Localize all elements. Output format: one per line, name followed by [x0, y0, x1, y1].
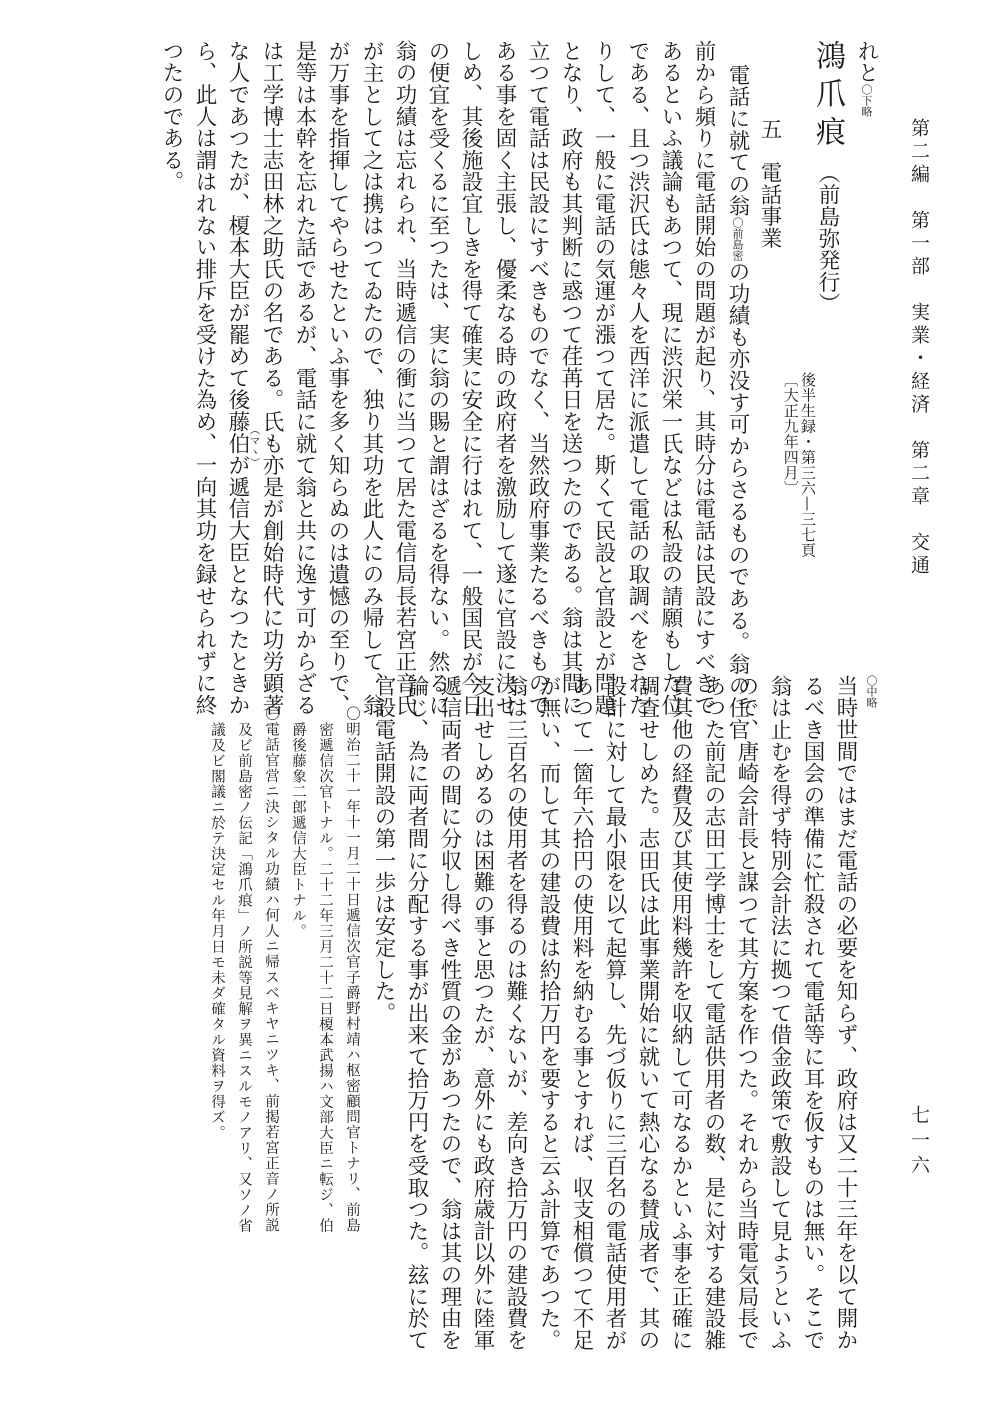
body-line: 立つて電話は民設にすべきものでなく、当然政府事業たるべきもので: [525, 40, 550, 716]
body-line: あつた前記の志田工学博士をして電話供用者の数、是に対する建設雑: [701, 675, 726, 1351]
body-line: が万事を指揮してやらせたといふ事を多く知らぬのは遺憾の至りで、: [325, 40, 350, 716]
body-line: しめ、其後施設宜しきを得て確実に安全に行はれて、一般国民が今日: [458, 40, 483, 716]
omission-marker: 〇中略: [865, 675, 878, 708]
body-line: [727, 40, 749, 740]
body-line: 支出せしめるのは困難の事と思つたが、意外にも政府歳計以外に陸軍: [470, 675, 495, 1351]
page-number: 七一六: [908, 1105, 930, 1180]
section-heading: 五 電話事業: [757, 118, 782, 249]
body-line: となり、政府も其判断に惑つて荏苒日を送つたのである。翁は其間に: [558, 40, 583, 716]
omission-marker: 〇前: [731, 216, 744, 239]
body-line: ある事を固く主張し、優柔なる時の政府者を激励して遂に官設に決せ: [492, 40, 517, 716]
section-title: [810, 40, 845, 315]
body-line: あつて一箇年六拾円の使用料を納むる事とすれば、収支相償つて不足: [569, 675, 594, 1351]
body-line: つたのである。: [159, 40, 184, 193]
source-line: 後半生録・第三六—三七頁: [799, 372, 817, 558]
note-line: 及ビ前島密ノ伝記「鴻爪痕」ノ所説等見解ヲ異ニスルモノアリ、又ソノ省: [236, 722, 252, 1234]
body-line: 費其他の経費及び其使用料幾許を収納して可なるかといふ事を正確に: [668, 675, 693, 1351]
body-line: な人であつたが、榎本大臣が罷めて後藤伯が遞信大臣となつたときか: [225, 40, 250, 716]
body-line-start: 電話に就ての翁: [725, 64, 750, 217]
editorial-note: （マヽ）: [248, 424, 261, 468]
body-line: 是等は本幹を忘れた話であるが、電話に就て翁と共に逸す可からざる: [292, 40, 317, 716]
note-line: 〇明治二十一年十一月二十日遞信次官子爵野村靖ハ枢密顧問官トナリ、前島: [344, 706, 360, 1233]
body-line: 翁は三百名の使用者を得るのは難くないが、差向き拾万円の建設費を: [503, 675, 528, 1351]
note-line: 議及ビ閣議ニ於テ決定セル年月日モ未ダ確タル資料ヲ得ズ。: [209, 722, 225, 1141]
body-line-rest: の功績も亦没す可からさるものである。翁の任官: [725, 260, 750, 741]
body-line: りして、一般に電話の気運が漲つて居た。斯くて民設と官設とが問題: [591, 40, 616, 716]
body-line: 翁は止むを得ず特別会計法に拠つて借金政策で敷設して見ようといふ: [767, 675, 792, 1351]
omission-marker: 〇下略: [860, 83, 873, 117]
body-line: ら、此人は謂はれない排斥を受けた為め、一向其功を録せられずに終: [192, 40, 217, 716]
upper-line-remnant: [856, 40, 878, 117]
body-line: 当時世間ではまだ電話の必要を知らず、政府は又二十三年を以て開か: [833, 675, 858, 1351]
body-line: の便宜を受くるに至つたは、実に翁の賜と謂はざるを得ない。然るに: [425, 40, 450, 716]
body-line: 設計に対して最小限を以て起算し、先づ仮りに三百名の電話使用者が: [602, 675, 627, 1351]
section-title-main: 鴻爪痕: [810, 40, 845, 154]
note-line: 密遞信次官トナル。二十二年三月二十二日榎本武揚ハ文部大臣ニ転ジ、伯: [317, 722, 333, 1234]
running-header: 第二編 第一部 実業・経済 第二章 交通: [908, 118, 930, 578]
source-citation: [782, 372, 817, 558]
body-line: あるといふ議論もあつて、現に渋沢栄一氏などは私設の請願もした位: [658, 40, 683, 716]
body-line: 遞信両者の間に分収し得べき性質の金があつたので、翁は其の理由を: [437, 675, 462, 1351]
remnant-text: れと: [854, 40, 879, 84]
body-line: るべき国会の準備に忙殺されて電話等に耳を仮すものは無い。そこで: [800, 675, 825, 1351]
section-title-author: （前島弥発行）: [815, 162, 840, 315]
body-line: ので、唐崎会計長と謀つて其方案を作つた。それから当時電気局長で: [734, 675, 759, 1351]
body-line: 翁の功績は忘れられ、当時遞信の衝に当つて居た電信局長若宮正音氏: [392, 40, 417, 716]
inline-note: 島密: [731, 238, 744, 261]
body-line: 前から頻りに電話開始の問題が起り、其時分は電話は民設にすべきで: [691, 40, 716, 716]
body-line: は工学博士志田林之助氏の名である。氏も亦是が創始時代に功労顕著: [259, 40, 284, 716]
body-line: である、且つ渋沢氏は態々人を西洋に派遣して電話の取調べをされた: [625, 40, 650, 716]
body-line: が主として之は携はつてゐたので、独り其功を此人にのみ帰して、翁: [359, 40, 384, 716]
body-line: 論じ、為に両者間に分配する事が出来て拾万円を受取つた。玆に於て: [404, 675, 429, 1351]
source-date: 〔大正九年四月〕: [781, 372, 800, 496]
body-line: が無い、而して其の建設費は約拾万円を要すると云ふ計算であつた。: [536, 675, 561, 1351]
body-line: 官設電話開設の第一歩は安定した。: [371, 675, 396, 1024]
note-line: 爵後藤象二郎遞信大臣トナル。: [290, 722, 306, 939]
note-line: 〇電話官営ニ決シタル功績ハ何人ニ帰スベキヤニツキ、前掲若宮正音ノ所説: [263, 706, 279, 1233]
body-line: 調査せしめた。志田氏は此事業開始に就いて熱心なる賛成者で、其の: [635, 675, 660, 1351]
